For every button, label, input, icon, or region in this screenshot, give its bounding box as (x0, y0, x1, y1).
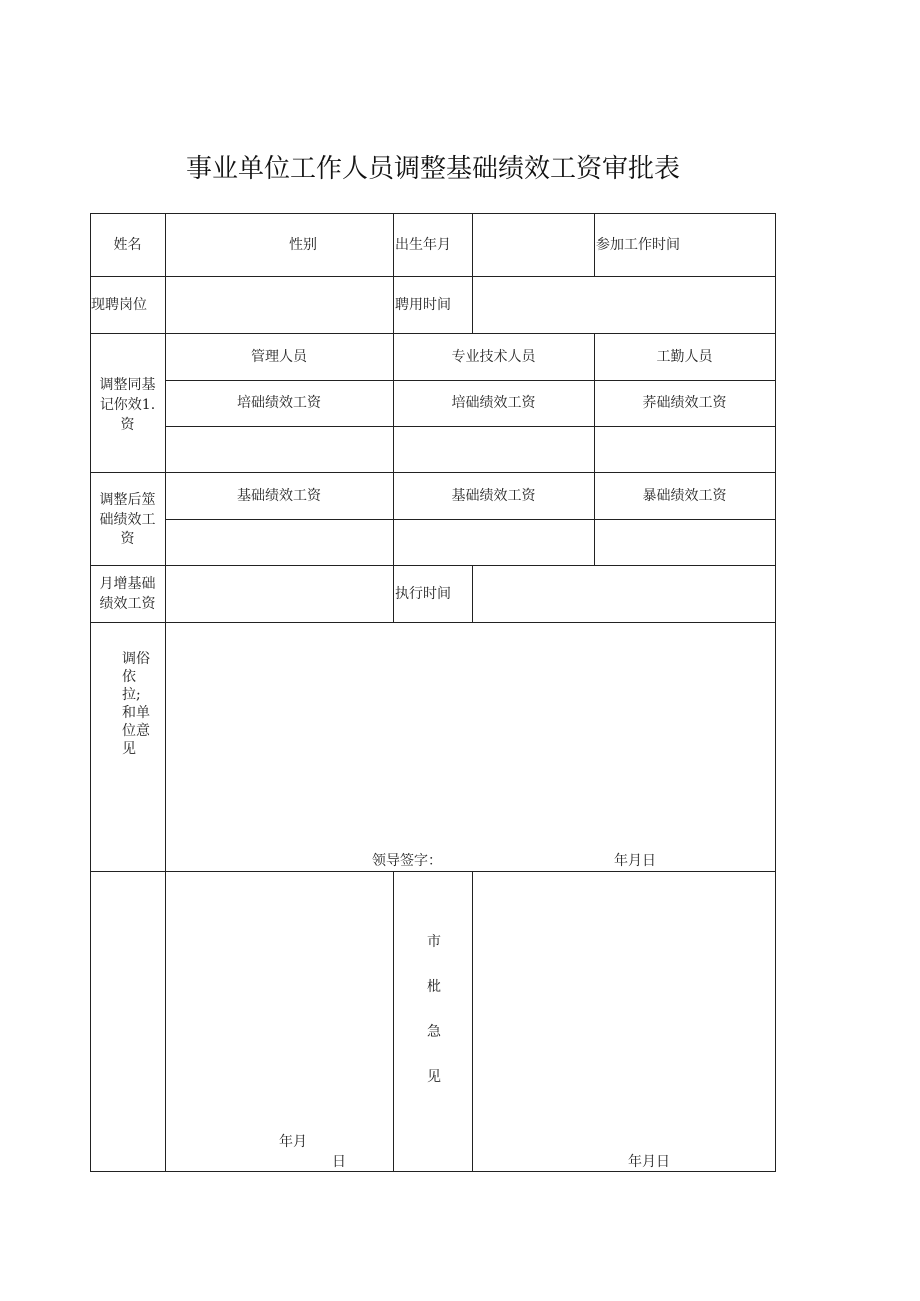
basis-label-line: 位意 (122, 723, 150, 739)
after-tech-base-pay: 基础绩效工资 (451, 488, 536, 504)
left-date-line2: 日 (332, 1154, 346, 1170)
after-adjust-label-line1: 调整后筮 (99, 492, 156, 508)
basis-label-line: 调俗 (122, 651, 150, 667)
after-worker-base-pay: 暴础绩效工资 (642, 488, 727, 504)
approval-char: 见 (427, 1069, 441, 1085)
form-title: 事业单位工作人员调整基础绩效工资审批表 (185, 154, 680, 184)
basis-label-line: 见 (122, 741, 136, 757)
leader-signature-label: 领导签字： (372, 853, 442, 869)
before-adjust-label-line2: 记你效1. (99, 397, 156, 413)
current-position-label: 现聘岗位 (91, 297, 147, 313)
before-tech-base-pay: 培础绩效工资 (451, 395, 536, 411)
approval-char: 急 (427, 1024, 441, 1040)
before-worker-base-pay: 荞础绩效工资 (642, 395, 727, 411)
before-adjust-label-line1: 调整同基 (99, 377, 156, 393)
basis-label-line: 依 (122, 669, 136, 685)
before-mgmt-base-pay: 培础绩效工资 (237, 395, 321, 411)
approval-char: 枇 (427, 979, 441, 995)
after-adjust-label-line3: 资 (120, 531, 135, 547)
col-technical-staff: 专业技术人员 (451, 349, 536, 365)
after-mgmt-base-pay: 基础绩效工资 (237, 488, 321, 504)
name-label: 姓名 (113, 237, 142, 253)
basis-label-line: 和单 (122, 705, 150, 721)
col-service-staff: 工勤人员 (656, 349, 713, 365)
before-adjust-label-line3: 资 (120, 417, 135, 433)
execution-time-label: 执行时间 (395, 586, 451, 602)
gender-label: 性别 (289, 237, 317, 253)
basis-date-label: 年月日 (614, 853, 656, 869)
approval-char: 市 (427, 934, 441, 950)
left-date-line1: 年月 (279, 1134, 307, 1150)
after-adjust-label-line2: 础绩效工 (99, 512, 156, 528)
right-date-label: 年月日 (628, 1154, 670, 1170)
hire-time-label: 聘用时间 (395, 297, 451, 313)
col-management-staff: 管理人员 (251, 349, 307, 365)
work-start-label: 参加工作时间 (596, 237, 680, 253)
monthly-increase-label-line2: 绩效工资 (99, 596, 156, 612)
monthly-increase-label-line1: 月增基础 (99, 576, 156, 592)
birth-date-label: 出生年月 (395, 237, 451, 253)
basis-label-line: 拉; (122, 687, 141, 703)
